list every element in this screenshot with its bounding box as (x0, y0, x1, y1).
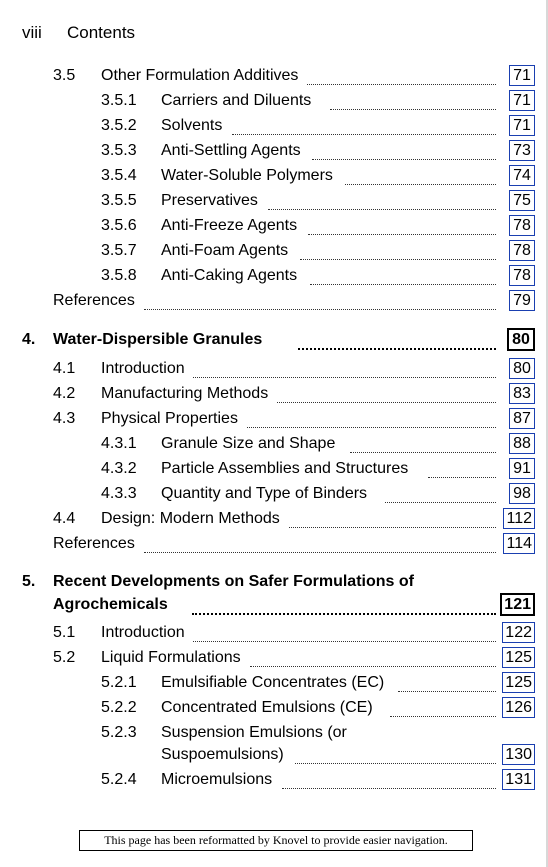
section-title[interactable]: Other Formulation Additives (101, 67, 306, 85)
page-link[interactable]: 80 (507, 328, 535, 351)
section-title[interactable]: Carriers and Diluents (161, 92, 319, 110)
dot-leader (250, 649, 496, 667)
section-number: 4.2 (53, 385, 76, 402)
section-title[interactable]: Granule Size and Shape (161, 435, 343, 453)
dot-leader (144, 535, 496, 553)
dot-leader (390, 699, 496, 717)
references-title[interactable]: References (53, 292, 143, 310)
toc-entry[interactable] (0, 510, 548, 532)
chapter-title-line1[interactable]: Recent Developments on Safer Formulations of (53, 573, 414, 590)
page-link[interactable]: 125 (502, 647, 535, 668)
page-link[interactable]: 125 (502, 672, 535, 693)
section-title[interactable]: Suspoemulsions) (161, 746, 292, 764)
dot-leader (285, 510, 496, 528)
references-title[interactable]: References (53, 535, 143, 553)
section-title[interactable]: Anti-Caking Agents (161, 267, 305, 285)
chapter-number: 4. (22, 331, 36, 348)
toc-entry[interactable] (0, 649, 548, 671)
section-title[interactable]: Emulsifiable Concentrates (EC) (161, 674, 392, 692)
toc-entry[interactable] (0, 217, 548, 239)
section-title[interactable]: Concentrated Emulsions (CE) (161, 699, 381, 717)
chapter-title[interactable]: Agrochemicals (53, 596, 176, 614)
section-number: 4.4 (53, 510, 76, 527)
section-title[interactable]: Preservatives (161, 192, 266, 210)
dot-leader (232, 117, 496, 135)
dot-leader (308, 217, 496, 235)
page-link[interactable]: 126 (502, 697, 535, 718)
toc-entry[interactable] (0, 746, 548, 768)
section-number: 3.5.8 (101, 267, 137, 284)
toc-entry[interactable] (0, 771, 548, 793)
section-number: 4.3.1 (101, 435, 137, 452)
section-number: 3.5 (53, 67, 76, 84)
dot-leader (192, 596, 496, 615)
section-number: 4.3.2 (101, 460, 137, 477)
section-title[interactable]: Manufacturing Methods (101, 385, 276, 403)
page-link[interactable]: 130 (502, 744, 535, 765)
section-number: 3.5.5 (101, 192, 137, 209)
dot-leader (398, 674, 496, 692)
page-link[interactable]: 74 (509, 165, 535, 186)
toc-entry[interactable] (0, 92, 548, 114)
section-title-line1[interactable]: Suspension Emulsions (or (161, 724, 347, 741)
toc-entry[interactable] (0, 67, 548, 89)
page-link[interactable]: 91 (509, 458, 535, 479)
page-link[interactable]: 73 (509, 140, 535, 161)
section-title[interactable]: Solvents (161, 117, 230, 135)
section-title[interactable]: Anti-Foam Agents (161, 242, 296, 260)
toc-entry[interactable] (0, 699, 548, 721)
dot-leader (312, 142, 496, 160)
section-number: 5.2.1 (101, 674, 137, 691)
section-number: 5.1 (53, 624, 76, 641)
page-link[interactable]: 75 (509, 190, 535, 211)
section-number: 3.5.7 (101, 242, 137, 259)
page-link[interactable]: 131 (502, 769, 535, 790)
page-link[interactable]: 114 (503, 533, 535, 554)
section-number: 5.2 (53, 649, 76, 666)
toc-entry[interactable] (0, 360, 548, 382)
section-title[interactable]: Physical Properties (101, 410, 246, 428)
section-title[interactable]: Design: Modern Methods (101, 510, 288, 528)
section-title[interactable]: Microemulsions (161, 771, 280, 789)
chapter-entry[interactable] (0, 596, 548, 618)
dot-leader (385, 485, 496, 503)
section-title[interactable]: Anti-Settling Agents (161, 142, 309, 160)
section-number: 4.3 (53, 410, 76, 427)
toc-entry[interactable] (0, 292, 548, 314)
section-number: 3.5.2 (101, 117, 137, 134)
section-number: 3.5.4 (101, 167, 137, 184)
page-link[interactable]: 71 (509, 90, 535, 111)
section-title[interactable]: Anti-Freeze Agents (161, 217, 305, 235)
toc-entry[interactable] (0, 267, 548, 289)
section-number: 5.2.2 (101, 699, 137, 716)
page-title: Contents (67, 23, 136, 42)
toc-entry[interactable] (0, 460, 548, 482)
page-link[interactable]: 79 (509, 290, 535, 311)
section-title[interactable]: Introduction (101, 360, 193, 378)
section-number: 3.5.1 (101, 92, 137, 109)
dot-leader (428, 460, 496, 478)
page-link[interactable]: 87 (509, 408, 535, 429)
section-title[interactable]: Quantity and Type of Binders (161, 485, 375, 503)
dot-leader (144, 292, 496, 310)
section-number: 3.5.6 (101, 217, 137, 234)
toc-entry[interactable] (0, 435, 548, 457)
dot-leader (268, 192, 496, 210)
page-link[interactable]: 71 (509, 65, 535, 86)
section-number: 5.2.4 (101, 771, 137, 788)
dot-leader (345, 167, 496, 185)
dot-leader (300, 242, 496, 260)
page-link[interactable]: 78 (509, 240, 535, 261)
section-title[interactable]: Liquid Formulations (101, 649, 249, 667)
toc-entry[interactable] (0, 142, 548, 164)
page-link[interactable]: 83 (509, 383, 535, 404)
section-number: 5.2.3 (101, 724, 137, 741)
toc-entry[interactable] (0, 410, 548, 432)
section-title[interactable]: Introduction (101, 624, 193, 642)
dot-leader (192, 624, 496, 642)
section-number: 4.1 (53, 360, 76, 377)
dot-leader (310, 267, 496, 285)
page-link[interactable]: 78 (509, 265, 535, 286)
toc-entry[interactable] (0, 385, 548, 407)
dot-leader (298, 331, 496, 350)
toc-entry[interactable] (0, 117, 548, 139)
page-link[interactable]: 80 (509, 358, 535, 379)
page-number: viii (22, 23, 42, 42)
section-number: 3.5.3 (101, 142, 137, 159)
dot-leader (282, 771, 496, 789)
page-link[interactable]: 112 (503, 508, 535, 529)
page-link[interactable]: 122 (502, 622, 535, 643)
page-link[interactable]: 98 (509, 483, 535, 504)
chapter-entry[interactable] (0, 331, 548, 353)
knovel-reformat-note: This page has been reformatted by Knovel to provide easier navigation. (79, 830, 473, 851)
toc-entry[interactable] (0, 485, 548, 507)
toc-entry[interactable] (0, 624, 548, 646)
chapter-title[interactable]: Water-Dispersible Granules (53, 331, 270, 349)
section-title[interactable]: Particle Assemblies and Structures (161, 460, 416, 478)
dot-leader (330, 92, 496, 110)
toc-entry[interactable] (0, 674, 548, 696)
toc-entry[interactable] (0, 192, 548, 214)
page-link[interactable]: 121 (500, 593, 535, 616)
toc-entry[interactable] (0, 242, 548, 264)
page-link[interactable]: 78 (509, 215, 535, 236)
dot-leader (295, 746, 496, 764)
dot-leader (192, 360, 496, 378)
section-number: 4.3.3 (101, 485, 137, 502)
dot-leader (277, 385, 496, 403)
dot-leader (305, 67, 496, 85)
chapter-number: 5. (22, 573, 36, 590)
dot-leader (245, 410, 496, 428)
toc-entry[interactable] (0, 167, 548, 189)
page-link[interactable]: 71 (509, 115, 535, 136)
toc-entry[interactable] (0, 535, 548, 557)
page-link[interactable]: 88 (509, 433, 535, 454)
section-title[interactable]: Water-Soluble Polymers (161, 167, 341, 185)
dot-leader (350, 435, 496, 453)
